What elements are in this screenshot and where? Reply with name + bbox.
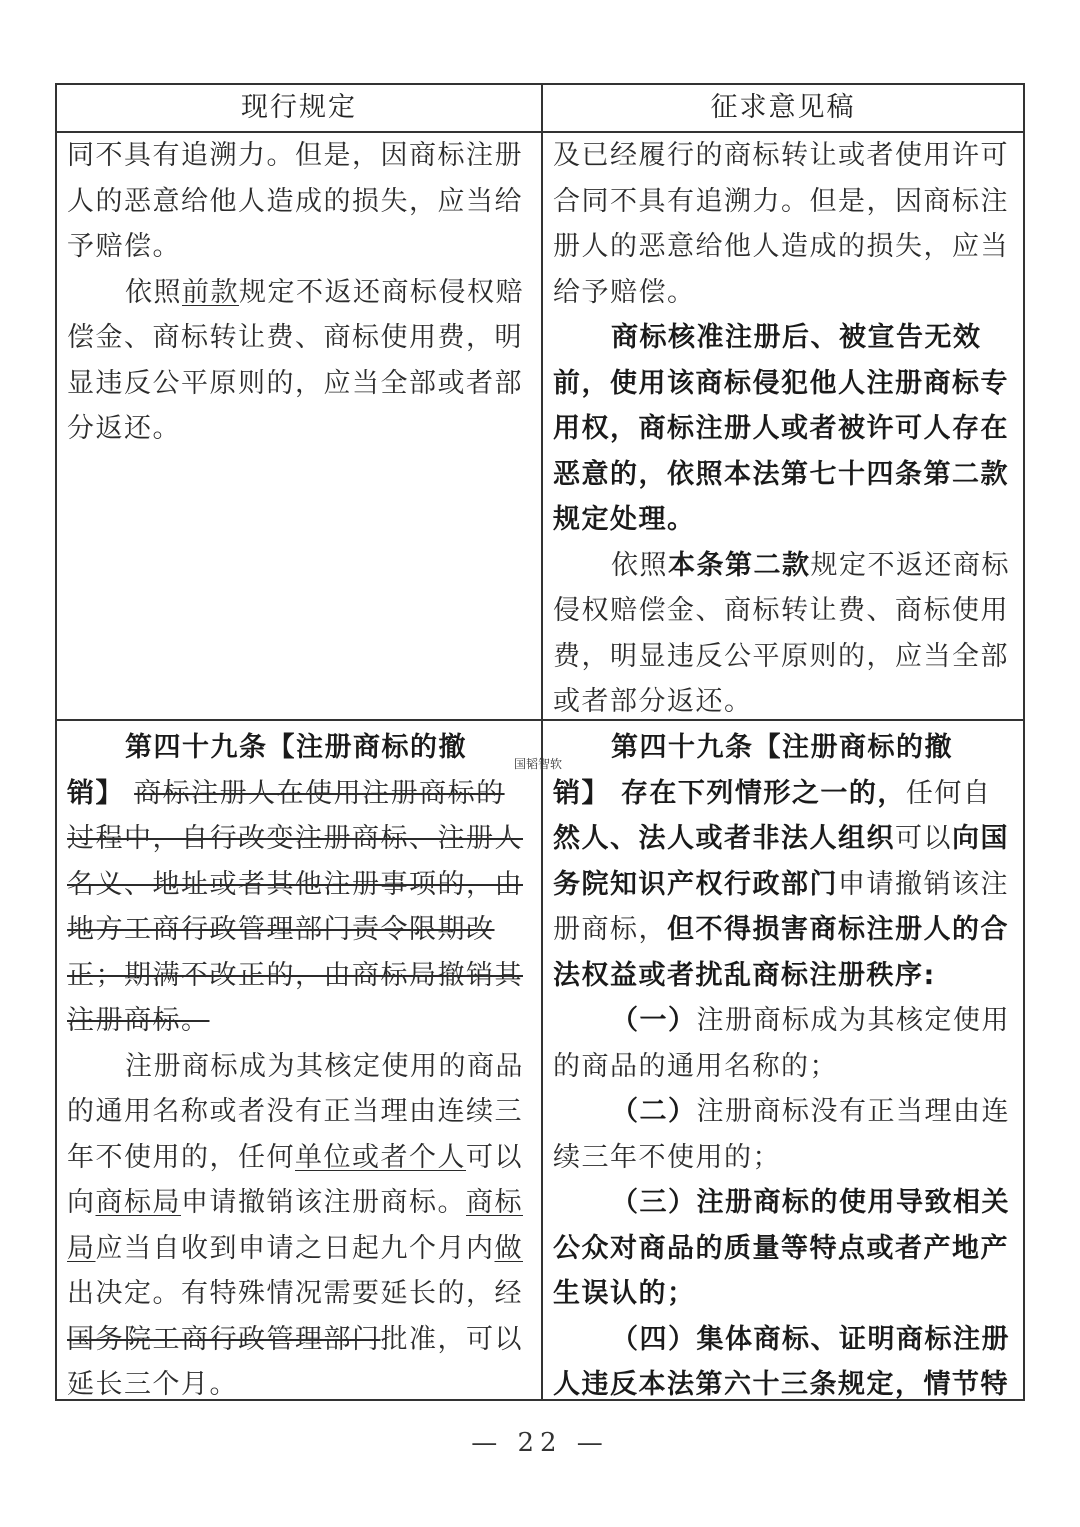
added-text: （一） xyxy=(611,1005,697,1036)
text-line xyxy=(553,1089,1013,1135)
text-line xyxy=(553,270,1013,316)
text-line xyxy=(553,315,1013,361)
added-text: 务院知识产权行政部门 xyxy=(553,868,838,900)
text-line xyxy=(67,1135,531,1181)
modified-text: 单位或者个人 xyxy=(295,1141,466,1173)
text-run: 册人的恶意给他人造成的损失，应当 xyxy=(553,231,1009,262)
row2-current-text xyxy=(57,725,541,1408)
text-run: 任何自 xyxy=(905,777,992,809)
text-run: 予赔偿。 xyxy=(67,231,181,262)
added-text: 商标核准注册后、被宣告无效 xyxy=(611,322,982,353)
added-text: 用权，商标注册人或者被许可人存在 xyxy=(553,413,1009,444)
text-line xyxy=(67,270,531,316)
text-line xyxy=(553,1180,1013,1226)
header-draft: 征求意见稿 xyxy=(710,92,856,123)
modified-text: 局 xyxy=(67,1232,96,1264)
text-run: 续三年不使用的； xyxy=(553,1141,781,1173)
text-line xyxy=(553,862,1013,908)
added-text: 向国 xyxy=(952,823,1009,854)
deleted-text: 名义、地址或者其他注册事项的，由 xyxy=(67,868,523,900)
text-line xyxy=(553,179,1013,225)
text-run: 申请撤销该注 xyxy=(838,868,1009,900)
text-line xyxy=(553,133,1013,179)
text-line xyxy=(67,179,531,225)
deleted-text: 国务院工商行政管理部门 xyxy=(67,1323,381,1355)
text-line xyxy=(67,907,531,953)
text-run: 延长三个月。 xyxy=(67,1369,238,1400)
text-line xyxy=(67,406,531,452)
added-text: 前，使用该商标侵犯他人注册商标专 xyxy=(553,367,1009,399)
added-text: 销】 存在下列情形之一的， xyxy=(553,777,906,809)
comparison-table xyxy=(55,83,1025,1401)
modified-text: 商标局 xyxy=(95,1187,181,1218)
text-run: 申请撤销该注册商标。 xyxy=(181,1187,466,1218)
text-line xyxy=(553,406,1013,452)
text-run: 批准，可以 xyxy=(380,1323,523,1355)
row1-draft-text xyxy=(543,133,1023,725)
text-run: 给予赔偿。 xyxy=(553,276,696,308)
text-run: 费，明显违反公平原则的，应当全部 xyxy=(553,640,1009,672)
text-run: 注册商标没有正当理由连 xyxy=(696,1096,1010,1127)
added-text: （二） xyxy=(611,1096,697,1127)
deleted-text: 商标注册人在使用注册商标的 xyxy=(134,777,505,809)
text-run: 侵权赔偿金、商标转让费、商标使用 xyxy=(553,595,1009,626)
deleted-text: 过程中，自行改变注册商标、注册人 xyxy=(67,823,523,854)
text-line xyxy=(67,361,531,407)
text-run: 可以 xyxy=(466,1141,523,1173)
text-run: 人的恶意给他人造成的损失，应当给 xyxy=(67,185,523,217)
added-text: 公众对商品的质量等特点或者产地产 xyxy=(553,1232,1009,1264)
text-run xyxy=(124,778,134,809)
text-line xyxy=(67,1044,531,1090)
text-line xyxy=(553,679,1013,725)
text-line xyxy=(553,953,1013,999)
text-line xyxy=(553,543,1013,589)
text-line xyxy=(553,224,1013,270)
text-run: 注册商标成为其核定使用的商品 xyxy=(125,1050,524,1082)
text-line xyxy=(67,1317,531,1363)
text-line xyxy=(67,1180,531,1226)
text-line xyxy=(553,1135,1013,1181)
added-text: 然人、法人或者非法人组织 xyxy=(553,823,895,854)
text-line xyxy=(553,907,1013,953)
text-line xyxy=(553,588,1013,634)
added-text: 恶意的，依照本法第七十四条第二款 xyxy=(553,458,1009,490)
text-run: 同不具有追溯力。但是，因商标注册 xyxy=(67,140,523,171)
added-text: 规定处理。 xyxy=(553,504,696,535)
text-line xyxy=(553,1226,1013,1272)
text-run: 年不使用的，任何 xyxy=(67,1141,295,1173)
text-run: 的商品的通用名称的； xyxy=(553,1050,838,1082)
header-current-rules: 现行规定 xyxy=(241,92,357,123)
text-run: 及已经履行的商标转让或者使用许可 xyxy=(553,140,1009,171)
text-run: 合同不具有追溯力。但是，因商标注 xyxy=(553,185,1009,217)
text-line xyxy=(553,1044,1013,1090)
text-run: 或者部分返还。 xyxy=(553,686,753,717)
text-line xyxy=(67,133,531,179)
deleted-text: 正；期满不改正的，由商标局撤销其 xyxy=(67,959,523,991)
text-line xyxy=(67,1362,531,1408)
text-line xyxy=(67,224,531,270)
text-line xyxy=(67,315,531,361)
text-run: 分返还。 xyxy=(67,413,181,444)
text-run: 显违反公平原则的，应当全部或者部 xyxy=(67,367,523,399)
added-text: 法权益或者扰乱商标注册秩序: xyxy=(553,959,936,991)
text-run: 规定不返还商标侵权赔 xyxy=(239,276,524,308)
text-line xyxy=(67,1089,531,1135)
added-text: 第四十九条【注册商标的撤 xyxy=(125,732,467,763)
added-text: 销】 xyxy=(67,777,124,809)
added-text: （四）集体商标、证明商标注册 xyxy=(611,1323,1010,1355)
text-line xyxy=(67,771,531,817)
modified-text: 做 xyxy=(494,1232,523,1264)
text-line xyxy=(67,725,531,771)
text-line xyxy=(67,1271,531,1317)
text-run: 依照 xyxy=(611,549,668,581)
text-run: 应当自收到申请之日起九个月内 xyxy=(95,1232,495,1264)
text-line xyxy=(553,1271,1013,1317)
text-line xyxy=(553,1362,1013,1408)
text-run: 规定不返还商标 xyxy=(810,549,1010,581)
text-run: 可以 xyxy=(895,823,952,854)
text-run: 册商标， xyxy=(553,914,667,945)
text-run: 出决定。有特殊情况需要延长的，经 xyxy=(67,1278,523,1309)
text-line xyxy=(67,1226,531,1272)
added-text: 但不得损害商标注册人的合 xyxy=(667,914,1009,945)
added-text: （三）注册商标的使用导致相关 xyxy=(611,1187,1010,1218)
deleted-text: 地方工商行政管理部门责令限期改 xyxy=(67,914,495,945)
deleted-text: 注册商标。 xyxy=(67,1005,210,1036)
text-line xyxy=(553,1317,1013,1363)
text-line xyxy=(67,862,531,908)
text-line xyxy=(553,725,1013,771)
text-run: 偿金、商标转让费、商标使用费，明 xyxy=(67,322,523,353)
text-line xyxy=(553,497,1013,543)
added-text: 第四十九条【注册商标的撤 xyxy=(611,732,953,763)
added-text: 本条第二款 xyxy=(668,549,811,581)
text-run: 注册商标成为其核定使用 xyxy=(696,1005,1010,1036)
row2-draft-text xyxy=(543,725,1023,1408)
text-line xyxy=(553,361,1013,407)
modified-text: 前款 xyxy=(182,276,239,308)
text-line xyxy=(67,953,531,999)
text-line xyxy=(553,771,1013,817)
modified-text: 商标 xyxy=(466,1187,523,1218)
text-line xyxy=(553,998,1013,1044)
text-line xyxy=(553,452,1013,498)
text-run: 依照 xyxy=(125,276,182,308)
text-run: 的通用名称或者没有正当理由连续三 xyxy=(67,1096,523,1127)
row1-current-text xyxy=(57,133,541,452)
page-number: — 22 — xyxy=(471,1428,609,1458)
text-line xyxy=(553,816,1013,862)
added-text: 生误认的； xyxy=(553,1278,696,1309)
text-line xyxy=(67,816,531,862)
added-text: 人违反本法第六十三条规定，情节特 xyxy=(553,1369,1009,1400)
text-run: 向 xyxy=(67,1187,96,1218)
text-line xyxy=(67,998,531,1044)
text-line xyxy=(553,634,1013,680)
watermark-text: 国韬智软 xyxy=(514,757,563,771)
